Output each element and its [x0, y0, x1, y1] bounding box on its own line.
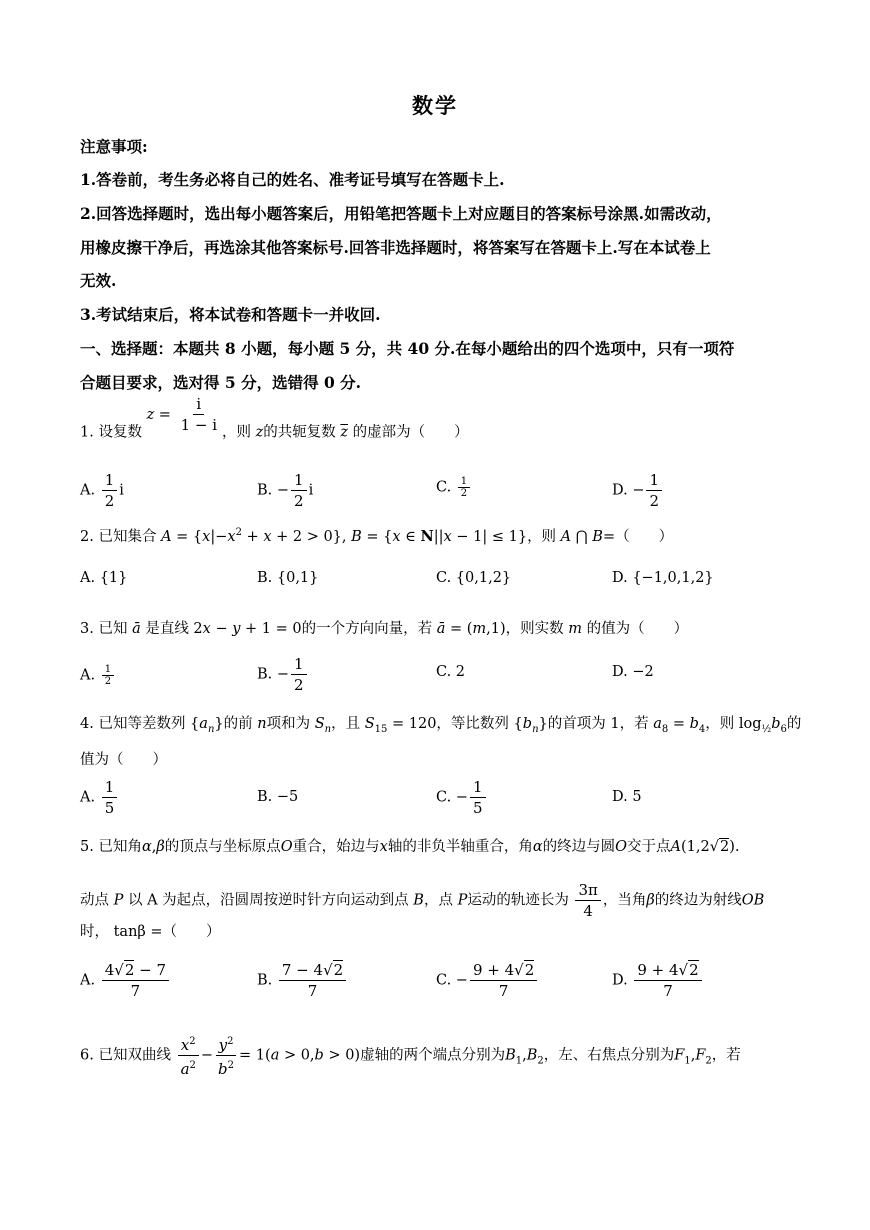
option-d: D. 5: [612, 789, 642, 805]
question-text: 的: [786, 716, 802, 732]
question-text: ，点: [423, 892, 453, 909]
question-text: ，则实数: [505, 621, 564, 637]
question-text: 已知双曲线: [98, 1047, 171, 1064]
option-b: B. $\frac{7 - 4√2}{7}$: [257, 960, 348, 1001]
option-label: B.: [257, 666, 273, 683]
option-a: A. $\frac{1}{2}$ i: [80, 471, 124, 510]
option-label: D.: [612, 570, 628, 586]
question-text: 已知角: [98, 839, 142, 855]
question-text: 的共轭复数: [263, 424, 336, 441]
question-number: 3.: [80, 621, 94, 637]
question-number: 2.: [80, 529, 94, 545]
notice-item-3: 3.考试结束后，将本试卷和答题卡一并收回.: [80, 305, 381, 324]
option-b: B. − $\frac{1}{2}$ i: [257, 471, 314, 510]
question-text: 已知集合: [98, 529, 157, 545]
question-5-end: [80, 920, 795, 941]
option-c: C. − $\frac{9 + 4√2}{7}$: [436, 960, 539, 1001]
question-text: 运动的轨迹长为: [467, 892, 569, 909]
question-text: 的顶点与坐标原点: [164, 839, 281, 855]
option-label: D.: [612, 664, 628, 680]
question-2: 2. 已知集合 $A = \{x|-x^2 + x + 2 > 0\}$, B = {x ∈ N||x − 1| ≤ 1}，则 A ⋂ B=（ ）: [80, 527, 674, 545]
option-a: A. $\frac{4√2 - 7}{7}$: [80, 960, 171, 1001]
section-heading: 一、选择题：本题共 8 小题，每小题 5 分，共 40 分.在每小题给出的四个选项中，只有一项符: [80, 339, 735, 358]
question-text: 的前: [223, 716, 253, 732]
question-text: ，若: [711, 1047, 741, 1064]
question-text: 的虚部为（ ）: [352, 424, 469, 441]
option-label: C.: [436, 570, 452, 586]
option-label: C.: [436, 479, 452, 496]
option-c: C. {0,1,2}: [436, 570, 512, 586]
option-b: B. − $\frac{1}{2}$: [257, 654, 309, 695]
question-number: 1.: [80, 424, 94, 441]
option-label: A.: [80, 570, 96, 586]
option-d: D. − $\frac{1}{2}$: [612, 470, 664, 511]
question-text: ，当角: [602, 892, 647, 909]
option-label: B.: [257, 789, 273, 805]
option-b: B. −5: [257, 789, 299, 805]
option-label: B.: [257, 570, 273, 586]
notice-item-2: 2.回答选择题时，选出每小题答案后，用铅笔把答题卡上对应题目的答案标号涂黑.如需改动，: [80, 204, 722, 223]
question-number: 5.: [80, 839, 94, 855]
question-text: ，则: [527, 529, 557, 545]
question-text: 以 A 为起点，沿圆周按逆时针方向运动到点: [127, 892, 409, 909]
question-5: 5. 已知角α,β的顶点与坐标原点O重合，始边与x轴的非负半轴重合，角α的终边与圆O交于点A(1,2√2).: [80, 839, 740, 855]
question-text: ，且: [331, 716, 361, 732]
question-4: 4. 已知等差数列 $\{a_n\}$的前 n项和为 $S_n$，且 $S_{15} = 120$，等比数列 $\{b_n\}$的首项为 1，若 $a_8 = b_4$，则 $\log_{\frac{1}{2}}b_6$的: [80, 716, 802, 735]
option-a: A. $\frac{1}{5}$: [80, 777, 119, 818]
option-label: D.: [612, 972, 628, 989]
question-text: 的一个方向向量，若: [301, 621, 433, 637]
option-d: D. $\frac{9 + 4√2}{7}$: [612, 960, 704, 1001]
question-text: 的首项为 1，若: [547, 716, 649, 732]
notice-item-1: 1.答卷前，考生务必将自己的姓名、准考证号填写在答题卡上.: [80, 170, 505, 189]
question-5-cont: 动点 P 以 A 为起点，沿圆周按逆时针方向运动到点 B，点 P运动的轨迹长为 $\frac{3\pi}{4}$ ，当角β的终边为射线OB: [80, 881, 765, 920]
option-label: C.: [436, 789, 452, 806]
option-label: C.: [436, 972, 452, 989]
option-label: B.: [257, 482, 273, 499]
question-6: 6. 已知双曲线 $\frac{x^2}{a^2}$ − $\frac{y^2}{b^2}$ = 1(a > 0,b > 0)虚轴的两个端点分别为$B_1,B_2$，左、右焦点分别为$F_1,F_2$，若: [80, 1032, 795, 1079]
question-text: 的值为（ ）: [586, 621, 689, 637]
option-a: A. $\frac{1}{2}$: [80, 664, 116, 687]
option-label: D.: [612, 482, 628, 499]
question-1: 1. 设复数 z = $\frac{i}{1 - i}$ ，则 z的共轭复数 $\overline{z}$ 的虚部为（ ）: [80, 395, 469, 441]
question-text: 时，: [80, 924, 109, 940]
question-text: 已知等差数列: [98, 716, 186, 732]
option-label: A.: [80, 972, 96, 989]
question-text: 轴的非负半轴重合，角: [387, 839, 533, 855]
question-text: ，则: [705, 716, 735, 732]
question-text: ，等比数列: [436, 716, 509, 732]
question-text: 项和为: [266, 716, 311, 732]
option-c: C. $\frac{1}{2}$: [436, 476, 472, 499]
question-text: ，左、右焦点分别为: [543, 1047, 675, 1064]
option-c: C. − $\frac{1}{5}$: [436, 777, 488, 818]
notice-item-2-cont: 用橡皮擦干净后，再选涂其他答案标号.回答非选择题时，将答案写在答题卡上.写在本试卷上: [80, 238, 711, 257]
question-text: =（ ）: [602, 529, 674, 545]
option-d: D. −2: [612, 664, 654, 680]
question-number: 6.: [80, 1047, 94, 1064]
question-3: 3. 已知 ā 是直线 2x − y + 1 = 0的一个方向向量，若 ā = (m,1)，则实数 m 的值为（ ）: [80, 621, 689, 637]
question-4-cont: 值为（ ）: [80, 752, 167, 768]
question-text: 已知: [98, 621, 128, 637]
option-label: A.: [80, 789, 96, 806]
question-text: 重合，始边与: [292, 839, 380, 855]
option-label: B.: [257, 972, 273, 989]
question-text: 是直线: [145, 621, 189, 637]
page-title: 数学: [412, 93, 458, 118]
question-number: 4.: [80, 716, 94, 732]
question-text: 的终边与圆: [542, 839, 616, 855]
notice-item-2-end: 无效.: [80, 271, 117, 290]
notice-heading: 注意事项:: [80, 137, 148, 156]
section-heading-cont: 合题目要求，选对得 5 分，选错得 0 分.: [80, 373, 362, 392]
option-d: D. {−1,0,1,2}: [612, 570, 714, 586]
question-text: 动点: [80, 892, 109, 909]
option-c: C. 2: [436, 664, 466, 680]
option-b: B. {0,1}: [257, 570, 319, 586]
question-text: 虚轴的两个端点分别为: [360, 1047, 506, 1064]
question-text: 交于点: [627, 839, 671, 855]
question-text: ，则: [222, 424, 252, 441]
question-text: tanβ =（ ）: [113, 924, 221, 940]
option-label: A.: [80, 667, 96, 684]
question-text: 设复数: [98, 424, 142, 441]
option-a: A. {1}: [80, 570, 128, 586]
option-label: A.: [80, 482, 96, 499]
question-text: 的终边为射线: [654, 892, 742, 909]
